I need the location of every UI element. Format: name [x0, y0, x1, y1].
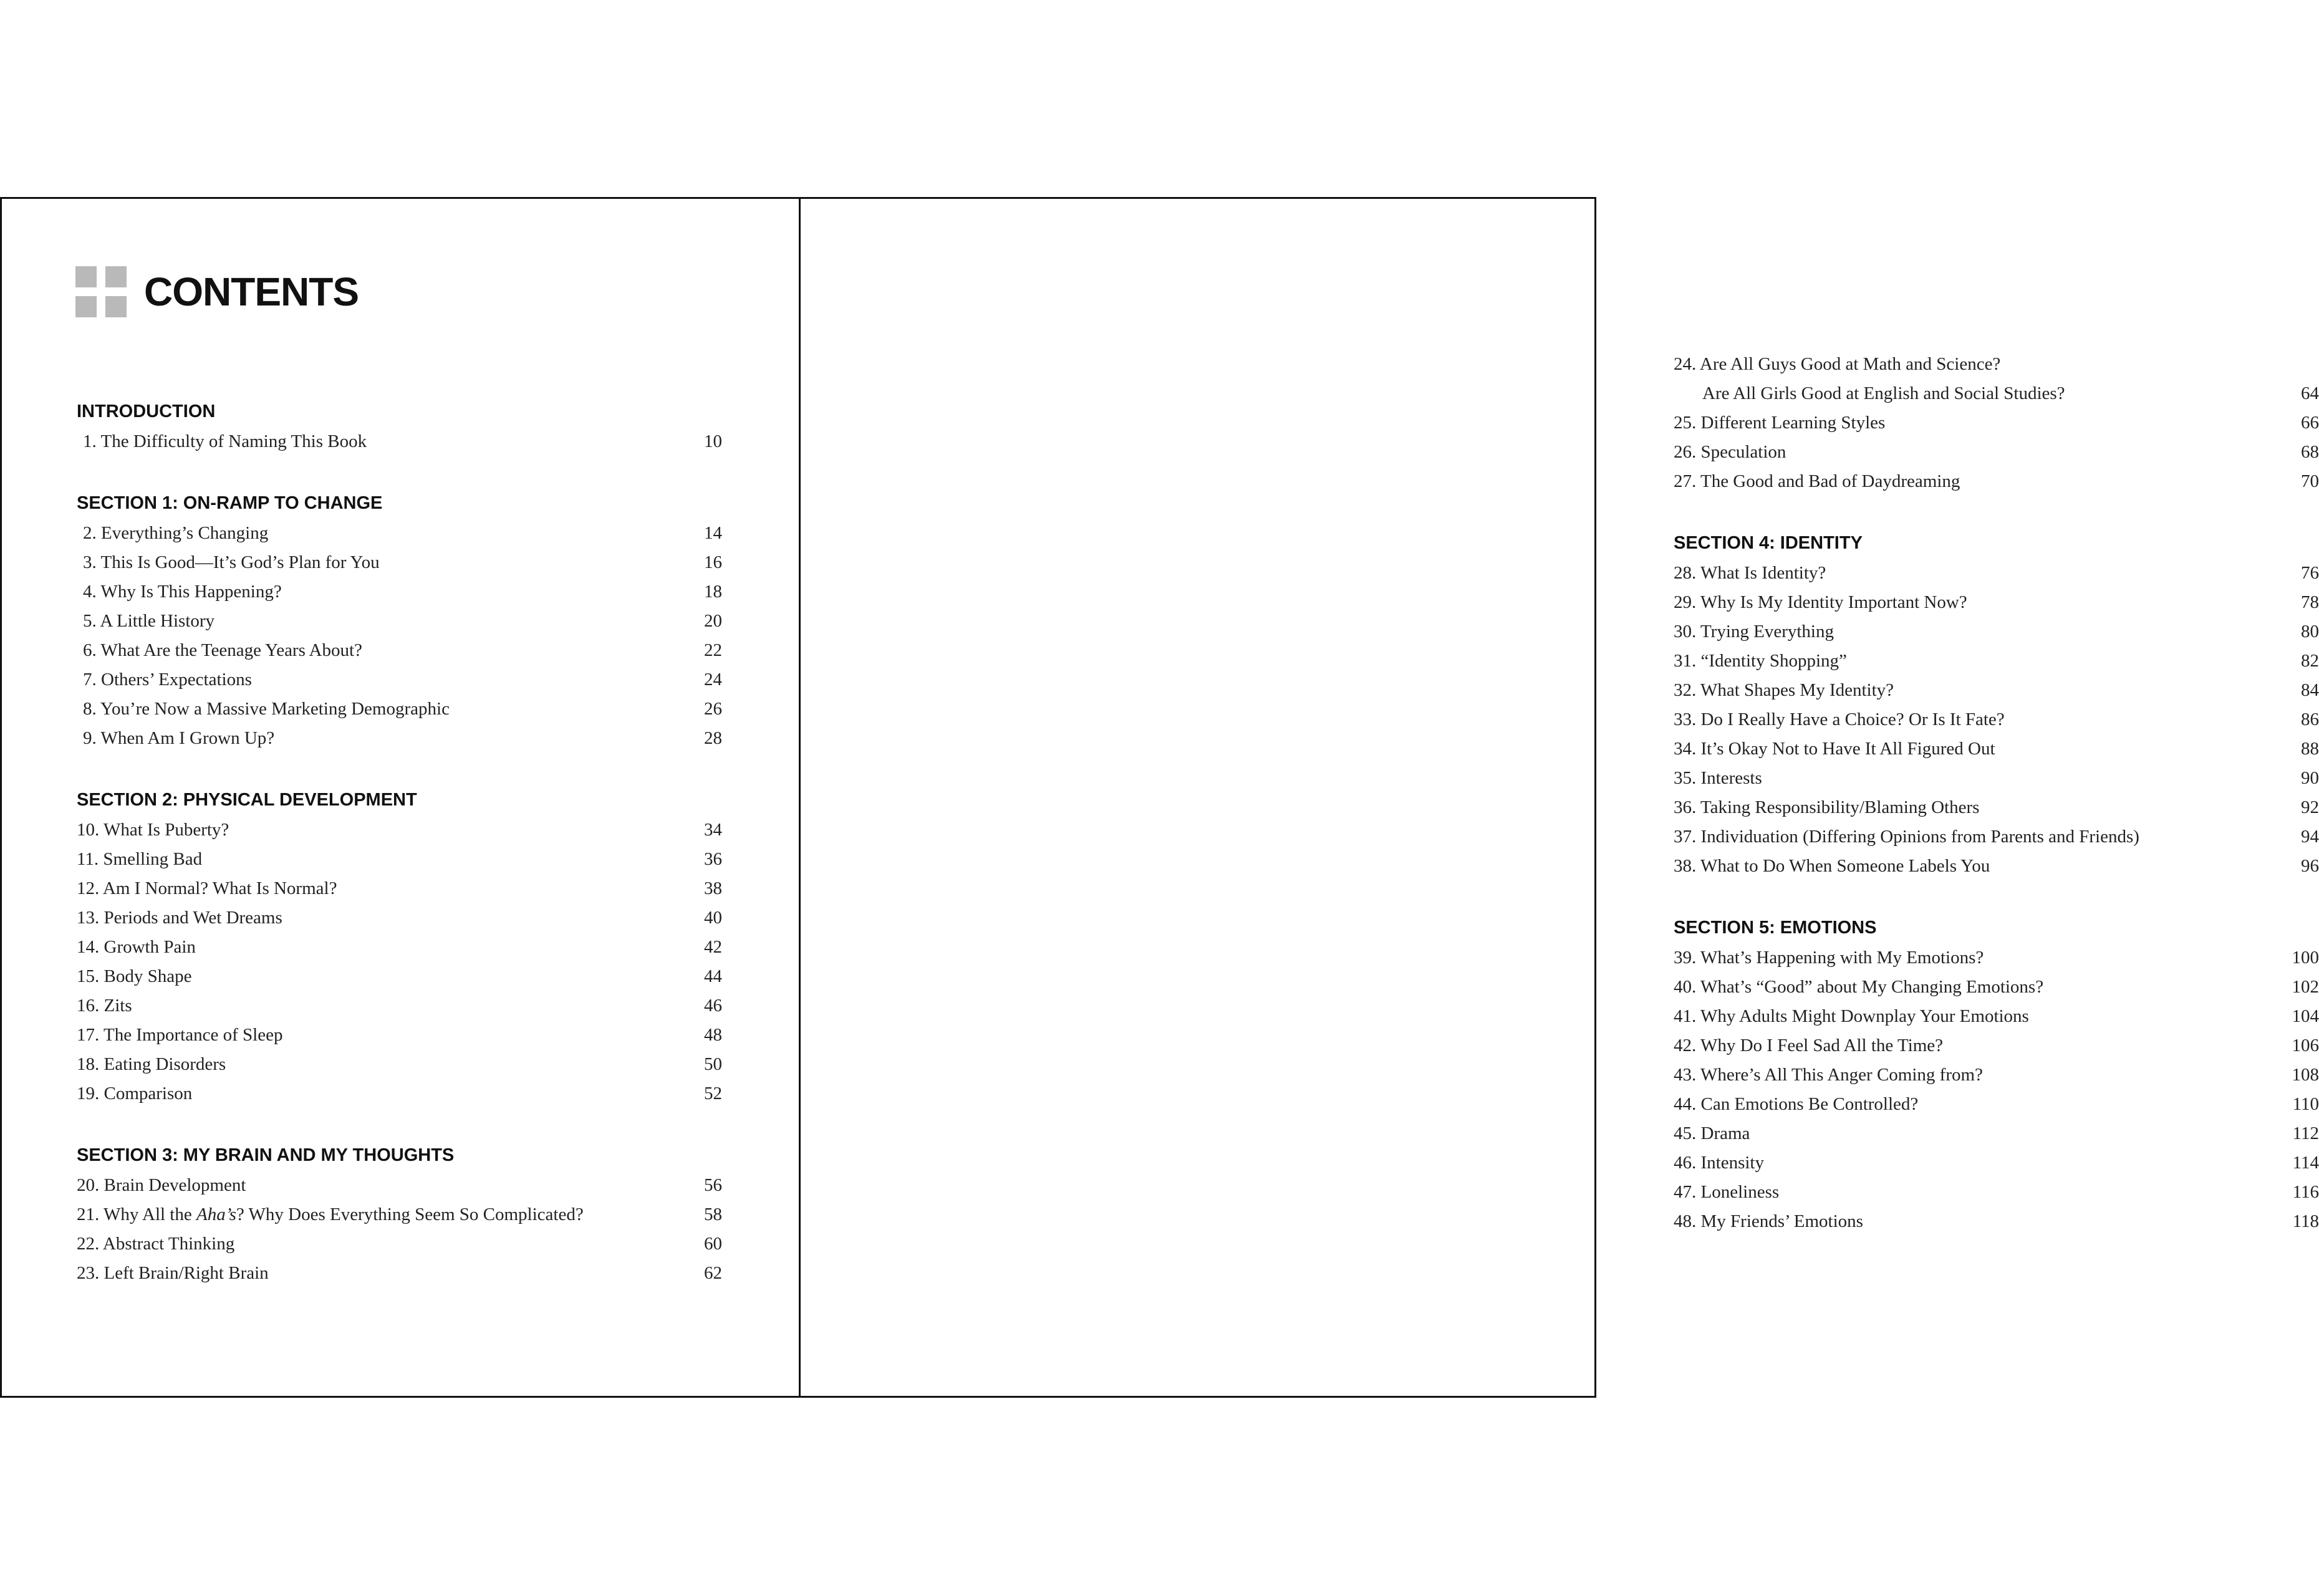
toc-entry[interactable]: [1674, 852, 2319, 881]
toc-entry[interactable]: [77, 962, 722, 991]
book-spread: [0, 197, 2319, 1398]
toc-entry[interactable]: [1674, 1119, 2319, 1148]
toc-entry[interactable]: [1674, 438, 2319, 467]
toc-entry-title: 23. Left Brain/Right Brain: [77, 1263, 269, 1283]
toc-entry-page: 88: [2301, 739, 2319, 759]
toc-entry-page: 34: [704, 820, 722, 840]
toc-entry[interactable]: [77, 1079, 722, 1108]
toc-entry-title: 19. Comparison: [77, 1084, 193, 1103]
toc-entry-page: 108: [2292, 1065, 2319, 1085]
toc-entry[interactable]: [1674, 1178, 2319, 1207]
toc-entry-page: 64: [2301, 383, 2319, 403]
toc-entry-title: Are All Girls Good at English and Social Studies?: [1702, 383, 2065, 403]
toc-section: [77, 488, 722, 753]
toc-entry-title: 15. Body Shape: [77, 966, 192, 986]
toc-entry-page: 90: [2301, 768, 2319, 788]
toc-entry[interactable]: [1674, 1002, 2319, 1031]
left-page: [0, 197, 801, 1398]
toc-entry-page: 26: [704, 699, 722, 719]
toc-section: [77, 784, 722, 1108]
toc-entry-page: 38: [704, 878, 722, 898]
toc-entry-page: 22: [704, 640, 722, 660]
toc-entry-title: 17. The Importance of Sleep: [77, 1025, 283, 1045]
toc-entry-title: 36. Taking Responsibility/Blaming Others: [1674, 797, 1980, 817]
section-heading: SECTION 2: PHYSICAL DEVELOPMENT: [77, 790, 417, 810]
toc-entry[interactable]: [1674, 559, 2319, 588]
toc-entry-title: 4. Why Is This Happening?: [83, 582, 282, 602]
toc-entry-title: 30. Trying Everything: [1674, 622, 1834, 642]
toc-entry[interactable]: [1674, 1060, 2319, 1090]
toc-entry[interactable]: [77, 903, 722, 933]
toc-entry[interactable]: [77, 665, 722, 695]
toc-entry[interactable]: [77, 519, 722, 548]
toc-entry[interactable]: [1674, 408, 2319, 438]
section-heading: SECTION 5: EMOTIONS: [1674, 918, 1877, 938]
toc-entry-page: 114: [2292, 1153, 2319, 1173]
toc-entry[interactable]: [77, 1229, 722, 1259]
toc-entry-page: 28: [704, 728, 722, 748]
toc-entry[interactable]: [1674, 1031, 2319, 1060]
toc-entry-title: 24. Are All Guys Good at Math and Science?: [1674, 354, 2001, 374]
toc-entry-title: 2. Everything’s Changing: [83, 523, 269, 543]
toc-entry[interactable]: [77, 695, 722, 724]
section-heading: SECTION 3: MY BRAIN AND MY THOUGHTS: [77, 1145, 455, 1165]
toc-entry-title: 28. What Is Identity?: [1674, 563, 1826, 583]
toc-entry-title: 3. This Is Good—It’s God’s Plan for You: [83, 552, 380, 572]
section-heading: INTRODUCTION: [77, 401, 216, 421]
toc-entry-page: 50: [704, 1054, 722, 1074]
toc-entry-page: 84: [2301, 680, 2319, 700]
toc-entry[interactable]: [77, 1021, 722, 1050]
toc-entry-title: 7. Others’ Expectations: [83, 670, 252, 690]
toc-entry-page: 106: [2292, 1036, 2319, 1055]
toc-entry-title: 18. Eating Disorders: [77, 1054, 226, 1074]
toc-entry-page: 66: [2301, 413, 2319, 433]
toc-entry[interactable]: [1674, 379, 2319, 408]
toc-entry[interactable]: [77, 933, 722, 962]
toc-entry-title: 43. Where’s All This Anger Coming from?: [1674, 1065, 1983, 1085]
section-heading: SECTION 4: IDENTITY: [1674, 533, 1863, 553]
toc-entry-title: 27. The Good and Bad of Daydreaming: [1674, 471, 1960, 491]
toc-entry-page: 68: [2301, 442, 2319, 462]
toc-entry-title: 40. What’s “Good” about My Changing Emotions?: [1674, 977, 2044, 997]
toc-entry-page: 112: [2292, 1123, 2319, 1143]
toc-entry-page: 18: [704, 582, 722, 602]
toc-entry-page: 100: [2292, 948, 2319, 968]
toc-entry-title: 5. A Little History: [83, 611, 215, 631]
toc-entry-title: 9. When Am I Grown Up?: [83, 728, 275, 748]
toc-entry-page: 24: [704, 670, 722, 690]
toc-section: [77, 1140, 722, 1288]
toc-entry-title: 16. Zits: [77, 996, 132, 1016]
toc-entry-page: 116: [2292, 1182, 2319, 1202]
toc-entry[interactable]: [77, 1050, 722, 1079]
toc-entry[interactable]: [1674, 647, 2319, 676]
toc-entry-title: 32. What Shapes My Identity?: [1674, 680, 1894, 700]
toc-entry-page: 82: [2301, 651, 2319, 671]
toc-entry[interactable]: [77, 874, 722, 903]
toc-entry[interactable]: [1674, 676, 2319, 705]
toc-entry-page: 104: [2292, 1006, 2319, 1026]
toc-entry-title: 38. What to Do When Someone Labels You: [1674, 856, 1990, 876]
toc-entry[interactable]: [77, 1259, 722, 1288]
toc-entry-page: 52: [704, 1084, 722, 1103]
toc-right-column: [1674, 350, 2319, 1267]
toc-entry-title: 46. Intensity: [1674, 1153, 1764, 1173]
toc-entry[interactable]: [77, 991, 722, 1021]
toc-entry-title: 25. Different Learning Styles: [1674, 413, 1886, 433]
toc-entry[interactable]: [77, 427, 722, 456]
toc-entry-title: 29. Why Is My Identity Important Now?: [1674, 592, 1967, 612]
toc-entry[interactable]: [1674, 1148, 2319, 1178]
toc-entry-page: 58: [704, 1204, 722, 1224]
contents-heading: [75, 266, 359, 317]
toc-entry-page: 92: [2301, 797, 2319, 817]
toc-entry-page: 44: [704, 966, 722, 986]
toc-entry[interactable]: [1674, 1207, 2319, 1236]
toc-entry-title: 11. Smelling Bad: [77, 849, 203, 869]
toc-entry-page: 78: [2301, 592, 2319, 612]
toc-entry-title: 26. Speculation: [1674, 442, 1786, 462]
toc-entry-page: 14: [704, 523, 722, 543]
toc-entry[interactable]: [1674, 467, 2319, 496]
toc-entry[interactable]: [77, 607, 722, 636]
toc-entry-title: 8. You’re Now a Massive Marketing Demographic: [83, 699, 450, 719]
toc-entry-page: 36: [704, 849, 722, 869]
toc-entry[interactable]: [77, 1200, 722, 1229]
toc-entry[interactable]: [77, 815, 722, 845]
toc-entry-title: 31. “Identity Shopping”: [1674, 651, 1847, 671]
toc-entry-page: 118: [2292, 1211, 2319, 1231]
toc-entry-title: 47. Loneliness: [1674, 1182, 1780, 1202]
toc-entry[interactable]: [77, 724, 722, 753]
toc-entry[interactable]: [1674, 943, 2319, 973]
section-heading: SECTION 1: ON-RAMP TO CHANGE: [77, 493, 383, 513]
toc-entry-title: 35. Interests: [1674, 768, 1762, 788]
toc-entry[interactable]: [1674, 588, 2319, 617]
toc-entry-title: 21. Why All the Aha’s? Why Does Everything Seem So Complicated?: [77, 1204, 584, 1224]
toc-entry-page: 96: [2301, 856, 2319, 876]
toc-entry[interactable]: [1674, 973, 2319, 1002]
toc-entry-page: 20: [704, 611, 722, 631]
toc-entry-title: 33. Do I Really Have a Choice? Or Is It Fate?: [1674, 709, 2005, 729]
toc-entry[interactable]: [1674, 793, 2319, 822]
toc-entry[interactable]: [1674, 822, 2319, 852]
toc-entry-page: 56: [704, 1175, 722, 1195]
toc-entry-title: 39. What’s Happening with My Emotions?: [1674, 948, 1984, 968]
right-page: [799, 197, 2319, 1398]
toc-entry-title: 13. Periods and Wet Dreams: [77, 908, 282, 928]
toc-entry-page: 86: [2301, 709, 2319, 729]
toc-entry[interactable]: [77, 577, 722, 607]
toc-section: [1674, 350, 2319, 496]
toc-entry-page: 110: [2292, 1094, 2319, 1114]
toc-entry-title: 48. My Friends’ Emotions: [1674, 1211, 1863, 1231]
toc-entry[interactable]: [1674, 705, 2319, 734]
toc-entry-page: 60: [704, 1234, 722, 1254]
toc-left-column: [77, 396, 722, 1319]
four-squares-icon: [75, 266, 127, 317]
toc-entry-page: 94: [2301, 827, 2319, 847]
toc-entry-page: 80: [2301, 622, 2319, 642]
toc-entry-page: 10: [704, 431, 722, 451]
toc-entry[interactable]: [1674, 617, 2319, 647]
toc-entry-title: 14. Growth Pain: [77, 937, 196, 957]
toc-entry-title: 42. Why Do I Feel Sad All the Time?: [1674, 1036, 1944, 1055]
toc-section: [1674, 527, 2319, 881]
toc-entry-title: 22. Abstract Thinking: [77, 1234, 235, 1254]
toc-entry-title: 12. Am I Normal? What Is Normal?: [77, 878, 337, 898]
toc-entry-page: 42: [704, 937, 722, 957]
toc-entry-page: 48: [704, 1025, 722, 1045]
toc-entry[interactable]: [77, 845, 722, 874]
toc-entry-title: 45. Drama: [1674, 1123, 1750, 1143]
toc-entry[interactable]: [1674, 734, 2319, 764]
toc-entry[interactable]: [1674, 764, 2319, 793]
toc-entry-title: 41. Why Adults Might Downplay Your Emotions: [1674, 1006, 2029, 1026]
toc-entry-page: 102: [2292, 977, 2319, 997]
toc-section: [1674, 912, 2319, 1236]
toc-entry-title: 34. It’s Okay Not to Have It All Figured Out: [1674, 739, 1995, 759]
toc-entry-title: 20. Brain Development: [77, 1175, 246, 1195]
toc-entry-page: 62: [704, 1263, 722, 1283]
toc-entry-page: 40: [704, 908, 722, 928]
toc-entry-page: 76: [2301, 563, 2319, 583]
toc-entry-title: 1. The Difficulty of Naming This Book: [83, 431, 367, 451]
page-title: CONTENTS: [144, 269, 359, 314]
toc-entry-title: 10. What Is Puberty?: [77, 820, 229, 840]
toc-entry-page: 16: [704, 552, 722, 572]
toc-entry[interactable]: [77, 1171, 722, 1200]
toc-entry[interactable]: [1674, 350, 2319, 379]
toc-section: [77, 396, 722, 456]
toc-entry-page: 46: [704, 996, 722, 1016]
toc-entry[interactable]: [77, 636, 722, 665]
toc-entry-title: 44. Can Emotions Be Controlled?: [1674, 1094, 1919, 1114]
toc-entry-page: 70: [2301, 471, 2319, 491]
toc-entry[interactable]: [1674, 1090, 2319, 1119]
toc-entry-title: 6. What Are the Teenage Years About?: [83, 640, 362, 660]
toc-entry-title: 37. Individuation (Differing Opinions from Parents and Friends): [1674, 827, 2139, 847]
toc-entry[interactable]: [77, 548, 722, 577]
